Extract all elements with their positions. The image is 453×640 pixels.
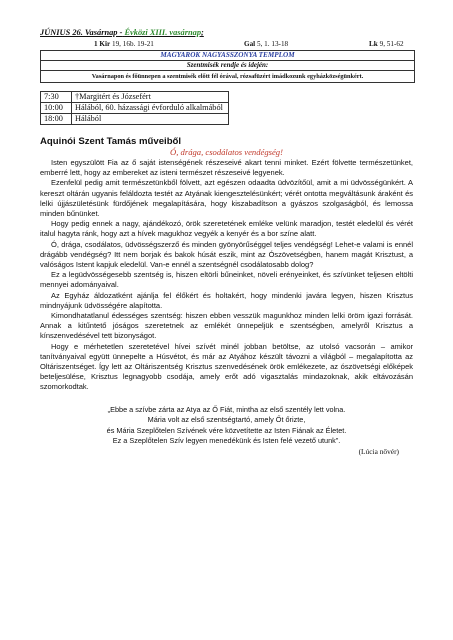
article-subtitle: Ó, drága, csodálatos vendégség! bbox=[170, 147, 283, 157]
mass-intention: †Margitért és Józsefért bbox=[72, 92, 229, 103]
quote-line: Ez a Szeplőtelen Szív legyen menedékünk és Isten felé vezető utunk”. bbox=[112, 436, 341, 446]
mass-schedule-table bbox=[40, 91, 229, 125]
mass-row bbox=[41, 92, 229, 103]
readings-row bbox=[40, 39, 413, 49]
mass-time: 18:00 bbox=[41, 114, 72, 125]
quote-line: Mária volt az első szentségtartó, amely Őt őrizte, bbox=[147, 415, 306, 425]
article-paragraph: Ezenfelül pedig amit természetünkből fölvett, azt egészen odaadta üdvözítőül, amit a mi üdvösségünkért. A kereszt oltárán ugyanis feláldozta testét az Atyának kiengesztelésünkért; vérét ontotta megváltásunk áraként és lelki újjászületésünk fürdőjének megalapítására, hogy kiszabadítson a gyászos szolgaságból, és lemossa minden bűnünket. bbox=[40, 178, 413, 219]
quote-signature: (Lúcia nővér) bbox=[358, 447, 399, 457]
quote-line: „Ebbe a szívbe zárta az Atya az Ő Fiát, mintha az első szentély lett volna. bbox=[107, 404, 346, 414]
sunday-suffix: ; bbox=[201, 28, 204, 37]
article-paragraph: Hogy e mérhetetlen szeretetével hívei szívét minél jobban betöltse, az utolsó vacsorán – amikor tanítványaival együtt ünnepelte a Húsvétot, és már az Atyához készült távozni a világból – megalapította az Oltáriszentséget. Így lett az Oltáriszentség Krisztus szenvedésének örök emlékezete, az ószövetségi előképek beteljesülése, Krisztus legnagyobb csodája, amely erőt adó vigasztalás mindazoknak, akik eltávozásán szomorkodtak. bbox=[40, 341, 413, 392]
sunday-name: Évközi XIII. vasárnap bbox=[124, 28, 202, 37]
article-paragraph: Ez a legüdvösségesebb szentség is, hiszen eltörli bűneinket, növeli erényeinket, és szívünket teljesen eltölti mennyei adományaival. bbox=[40, 270, 413, 290]
article-paragraph: Kimondhatatlanul édességes szentség: hiszen ebben vesszük magunkhoz minden lelki öröm igazi forrását. Annak a kitűntető jóságos szeretetnek az emlékét ünnepeljük e szentségben, amelyről Krisztus a kínszenvedésével tett bizonyságot. bbox=[40, 311, 413, 341]
article-title: Aquinói Szent Tamás műveiből bbox=[40, 136, 182, 147]
article-paragraph: Hogy pedig ennek a nagy, ajándékozó, örök szeretetének emléke velünk maradjon, testét eledelül és vérét italul hagyta ránk, hogy azt a hívek magukhoz vegyék a kenyér és a bor színe alatt. bbox=[40, 219, 413, 239]
reading-1: 1 Kir 19, 16b. 19-21 bbox=[94, 40, 154, 48]
mass-intention: Hálából bbox=[72, 114, 229, 125]
church-name: MAGYAROK NAGYASSZONYA TEMPLOM bbox=[41, 51, 414, 61]
closing-quote bbox=[40, 405, 413, 458]
mass-time: 10:00 bbox=[41, 103, 72, 114]
church-schedule-box bbox=[40, 50, 415, 83]
bulletin-page bbox=[40, 28, 413, 458]
article-paragraph: Isten egyszülött Fia az ő saját istenségének részeseivé akart tenni minket. Ezért fölvette természetünket, emberré lett, hogy az embereket az isteni természet részeseivé legyenek. bbox=[40, 158, 413, 178]
article-paragraph: Az Egyház áldozatként ajánlja fel élőkért és holtakért, hogy mindenki javára legyen, hiszen Krisztus mindnyájunk üdvösségére alapította. bbox=[40, 290, 413, 310]
mass-intention: Hálából, 60. házassági évforduló alkalmából bbox=[72, 103, 229, 114]
schedule-title: Szentmisék rendje és idején: bbox=[41, 61, 414, 71]
gospel-reading: Lk 9, 51-62 bbox=[369, 40, 404, 48]
mass-row bbox=[41, 103, 229, 114]
date-heading bbox=[40, 28, 413, 38]
mass-row bbox=[41, 114, 229, 125]
rosary-notice: Vasárnapon és főünnepen a szentmisék előtt fél órával, rózsafüzért imádkozunk egyházközségünkért. bbox=[91, 73, 364, 80]
mass-time: 7:30 bbox=[41, 92, 72, 103]
article-body bbox=[40, 158, 413, 393]
quote-line: és Mária Szeplőtelen Szívének vére közvetítette az Isten Fiának az Életet. bbox=[106, 425, 347, 435]
reading-2: Gal 5, 1. 13-18 bbox=[244, 40, 289, 48]
article-paragraph: Ó, drága, csodálatos, üdvösségszerző és minden gyönyörűséggel teljes vendégség! Lehet-e valami is ennél drágább vendégség? Itt nem borjak és bakok húsát eszik, mint az Ószövetségben, hanem magát Krisztust, a valóságos Istent kapjuk eledelül. Van-e ennél a szentségnél csodálatosabb dolog? bbox=[40, 239, 413, 270]
date-label: JÚNIUS 26. Vasárnap - bbox=[40, 28, 123, 37]
